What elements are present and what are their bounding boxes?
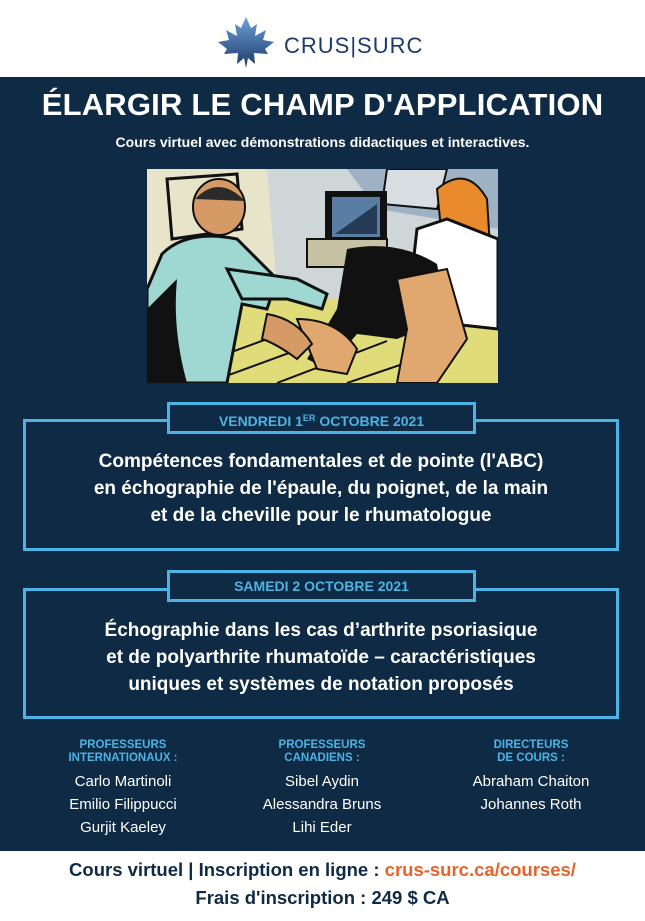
- list-item: Carlo Martinoli: [74, 773, 172, 790]
- column-heading: [431, 739, 631, 767]
- list-item: Sibel Aydin: [285, 773, 359, 790]
- name-list: [431, 770, 631, 816]
- date-tab-friday: [167, 402, 476, 434]
- session-box-saturday: [23, 588, 619, 719]
- session-line: en échographie de l'épaule, du poignet, de la main: [93, 478, 549, 499]
- heading-line: INTERNATIONAUX :: [68, 752, 178, 764]
- date-label-rest: OCTOBRE 2021: [315, 413, 425, 429]
- heading-line: DE COURS :: [497, 752, 565, 764]
- list-item: Alessandra Bruns: [262, 796, 382, 813]
- column-heading: [23, 739, 223, 767]
- registration-link[interactable]: crus-surc.ca/courses/: [384, 859, 576, 880]
- heading-line: DIRECTEURS: [493, 739, 569, 751]
- registration-fee: Frais d'inscription : 249 $ CA: [195, 887, 450, 908]
- session-line: Compétences fondamentales et de pointe (l'ABC): [98, 451, 544, 472]
- date-label: VENDREDI 1: [218, 413, 303, 429]
- session-line: Échographie dans les cas d’arthrite psoriasique: [104, 620, 538, 641]
- registration-line: [0, 859, 645, 881]
- date-superscript: ER: [302, 413, 316, 423]
- canadian-professors: [222, 739, 422, 839]
- poster-body: [0, 77, 645, 851]
- page-subtitle: Cours virtuel avec démonstrations didactiques et interactives.: [115, 134, 530, 150]
- heading-line: PROFESSEURS: [79, 739, 167, 751]
- list-item: Emilio Filippucci: [69, 796, 177, 813]
- session-line: et de polyarthrite rhumatoïde – caractéristiques: [106, 647, 536, 668]
- name-list: [222, 770, 422, 839]
- name-list: [23, 770, 223, 839]
- date-label: SAMEDI 2 OCTOBRE 2021: [234, 578, 409, 594]
- registration-text: Cours virtuel | Inscription en ligne :: [69, 859, 385, 880]
- list-item: Abraham Chaiton: [472, 773, 590, 790]
- date-tab-saturday: [167, 570, 476, 602]
- list-item: Johannes Roth: [480, 796, 582, 813]
- session-line: et de la cheville pour le rhumatologue: [150, 505, 492, 526]
- header: [0, 0, 645, 77]
- list-item: Gurjit Kaeley: [80, 819, 166, 836]
- logo[interactable]: [210, 14, 423, 70]
- session-line: uniques et systèmes de notation proposés: [128, 674, 514, 695]
- list-item: Lihi Eder: [292, 819, 352, 836]
- column-heading: [222, 739, 422, 767]
- logo-text: CRUS|SURC: [284, 33, 424, 58]
- session-box-friday: [23, 419, 619, 551]
- session-description: [26, 617, 616, 698]
- maple-leaf-icon: [210, 14, 282, 70]
- ultrasound-exam-illustration: [147, 169, 498, 383]
- session-description: [26, 448, 616, 529]
- heading-line: CANADIENS :: [284, 752, 360, 764]
- heading-line: PROFESSEURS: [278, 739, 366, 751]
- footer: [0, 851, 645, 921]
- course-directors: [431, 739, 631, 816]
- international-professors: [23, 739, 223, 839]
- page-title: ÉLARGIR LE CHAMP D'APPLICATION: [41, 87, 604, 122]
